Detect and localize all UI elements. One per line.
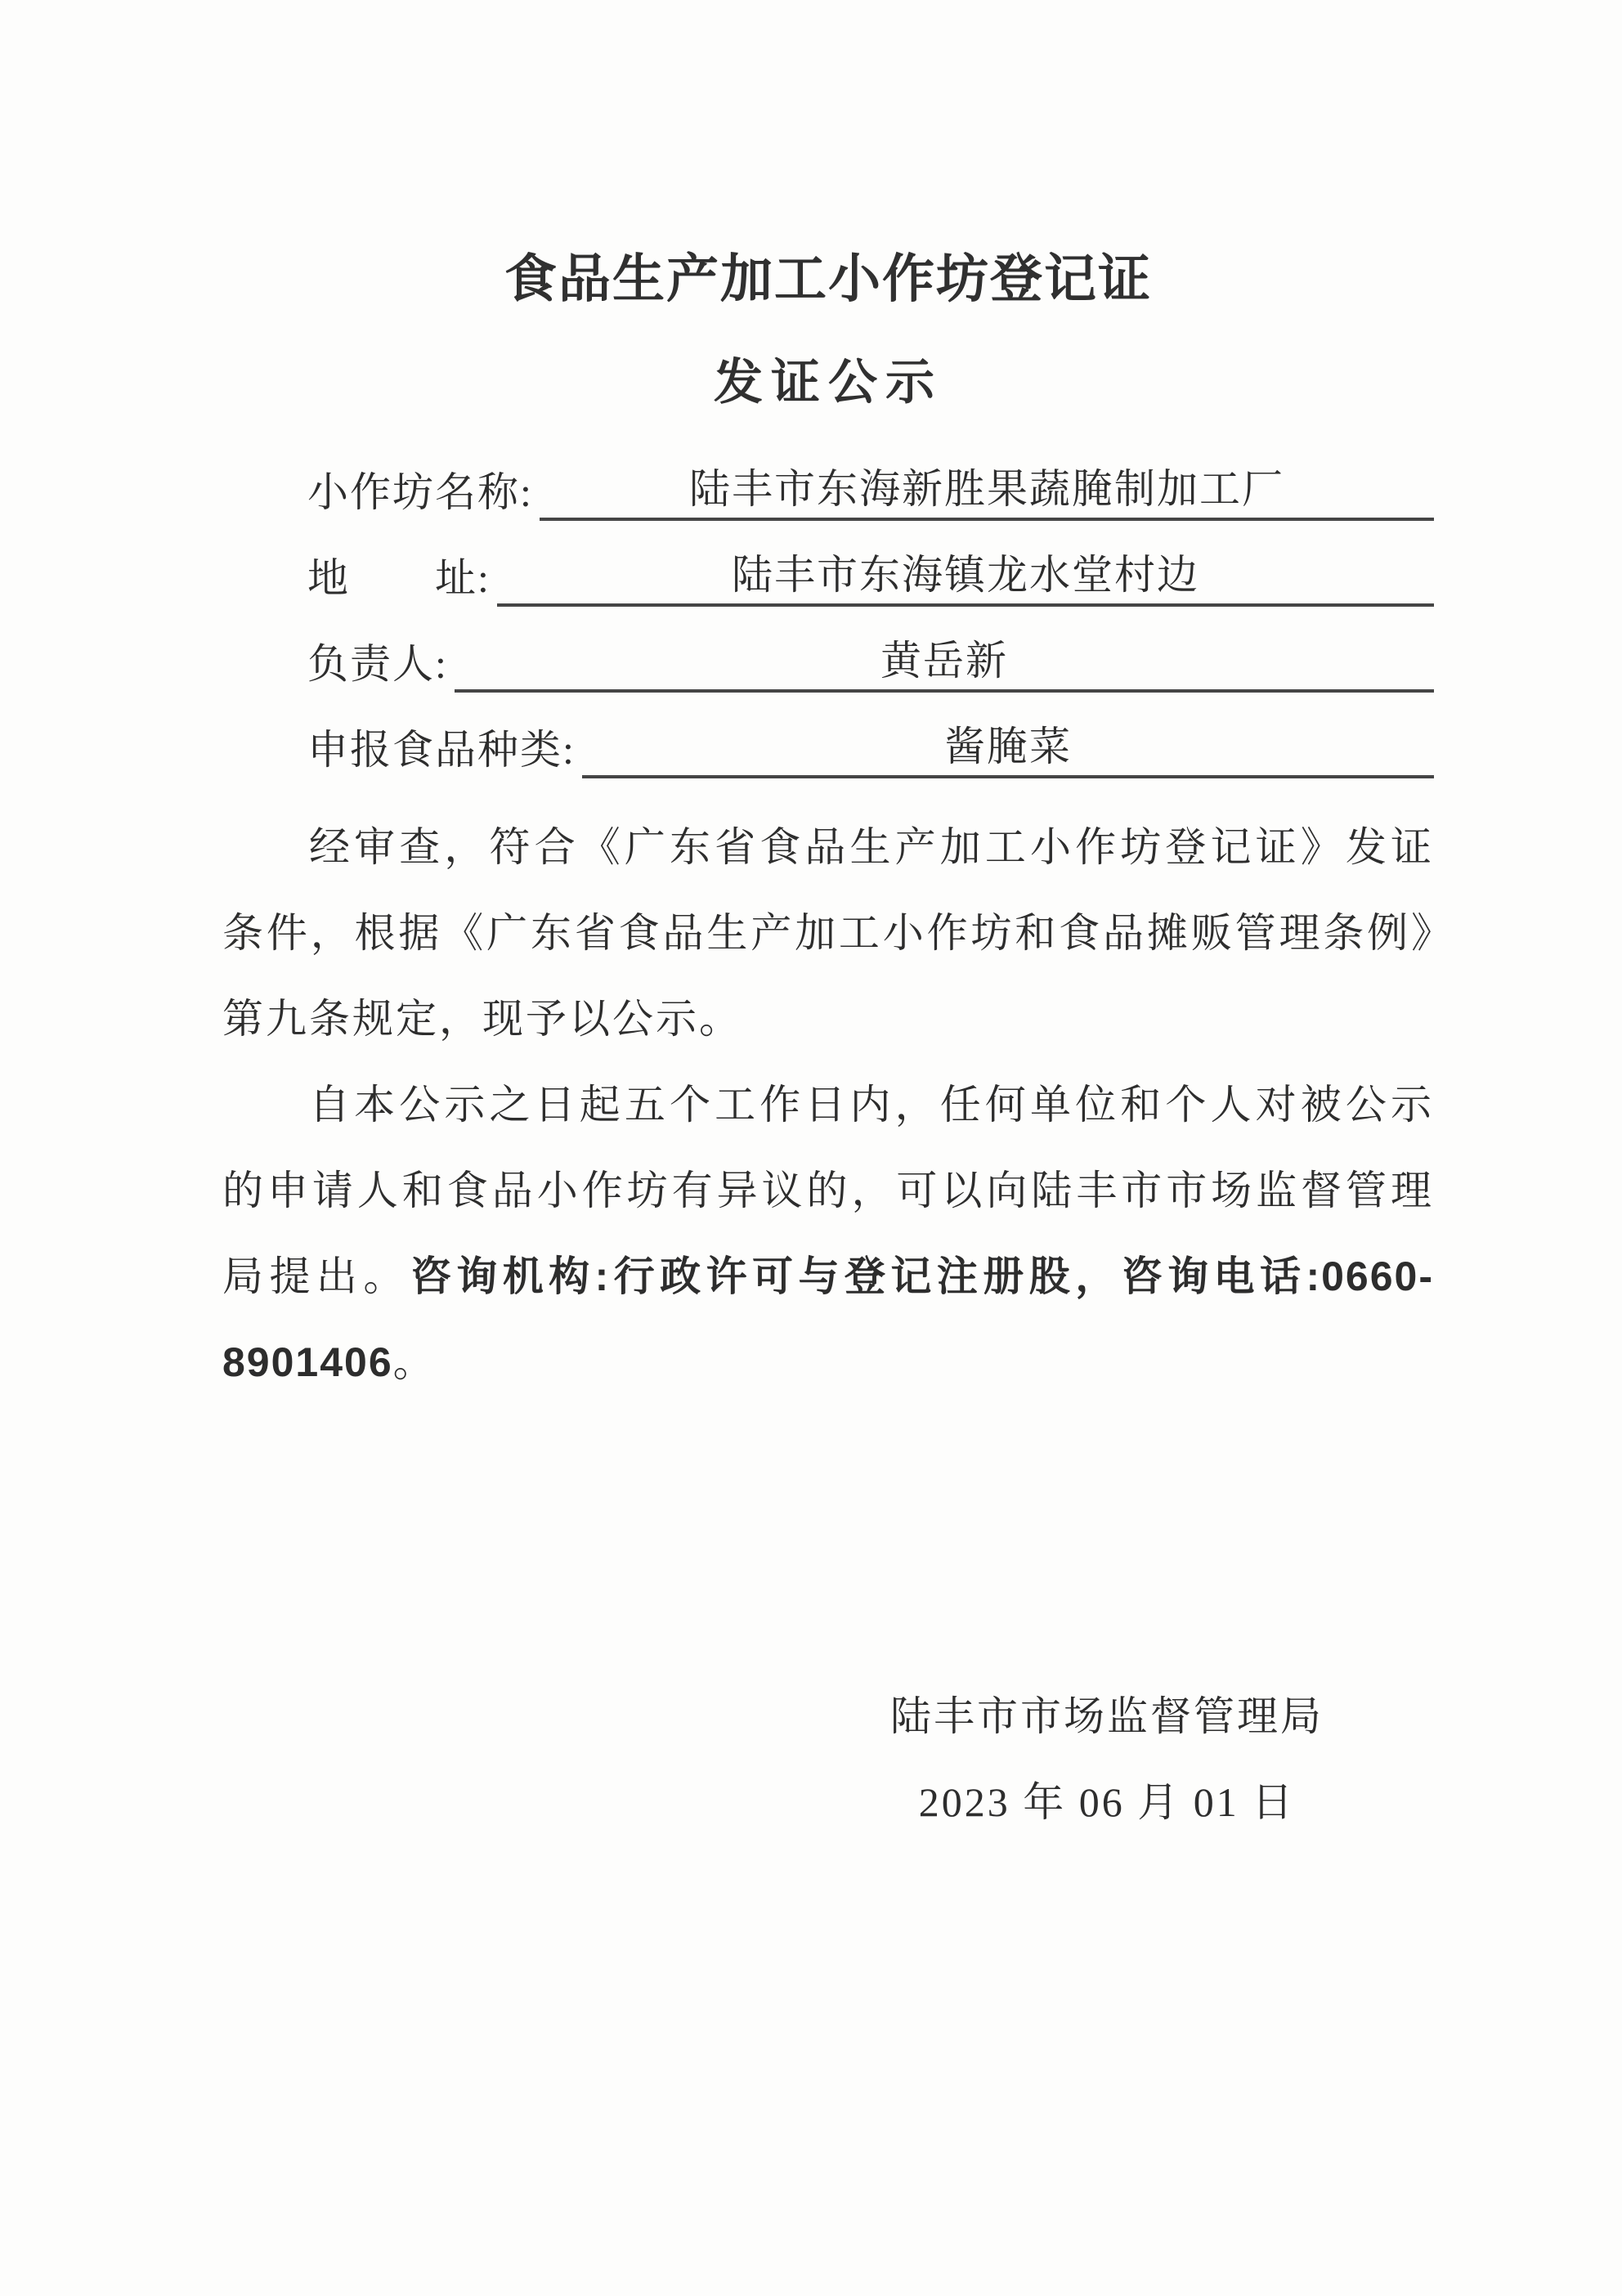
field-row-food-category xyxy=(307,693,1434,778)
person-in-charge-label: 负责人: xyxy=(307,641,448,687)
workshop-name-value: 陆丰市东海新胜果蔬腌制加工厂 xyxy=(540,469,1434,521)
objection-text: 自本公示之日起五个工作日内，任何单位和个人对被公示的申请人和食品小作坊有异议的，可以向陆丰市市场监督管理局提出。 xyxy=(222,1082,1434,1299)
workshop-name-label: 小作坊名称: xyxy=(307,469,533,515)
food-category-label: 申报食品种类: xyxy=(307,727,576,773)
consult-org-text: 咨询机构:行政许可与登记注册股，咨询电话: xyxy=(410,1253,1322,1299)
issue-date: 2023 年 06 月 01 日 xyxy=(918,1779,1296,1825)
page-title: 食品生产加工小作坊登记证 xyxy=(504,250,1152,308)
field-row-address xyxy=(307,521,1434,607)
form-fields xyxy=(222,435,1434,778)
field-row-workshop-name xyxy=(307,435,1434,521)
notice-body xyxy=(222,805,1434,1406)
address-label: 地 址: xyxy=(307,555,491,601)
paragraph-review: 经审查，符合《广东省食品生产加工小作坊登记证》发证条件，根据《广东省食品生产加工小作坊和食品摊贩管理条例》第九条规定，现予以公示。 xyxy=(222,824,1434,1042)
signature-block xyxy=(845,1674,1369,1845)
page-subtitle: 发证公示 xyxy=(714,356,943,410)
phone-number: 0660-8901406 xyxy=(222,1253,1435,1385)
food-category-value: 酱腌菜 xyxy=(582,726,1434,778)
sentence-period: 。 xyxy=(392,1339,437,1385)
paragraph-objection xyxy=(222,1062,1434,1406)
issuing-authority: 陆丰市市场监督管理局 xyxy=(890,1693,1324,1739)
person-in-charge-value: 黄岳新 xyxy=(455,640,1434,693)
field-row-person-in-charge xyxy=(307,607,1434,693)
address-value: 陆丰市东海镇龙水堂村边 xyxy=(497,554,1434,607)
